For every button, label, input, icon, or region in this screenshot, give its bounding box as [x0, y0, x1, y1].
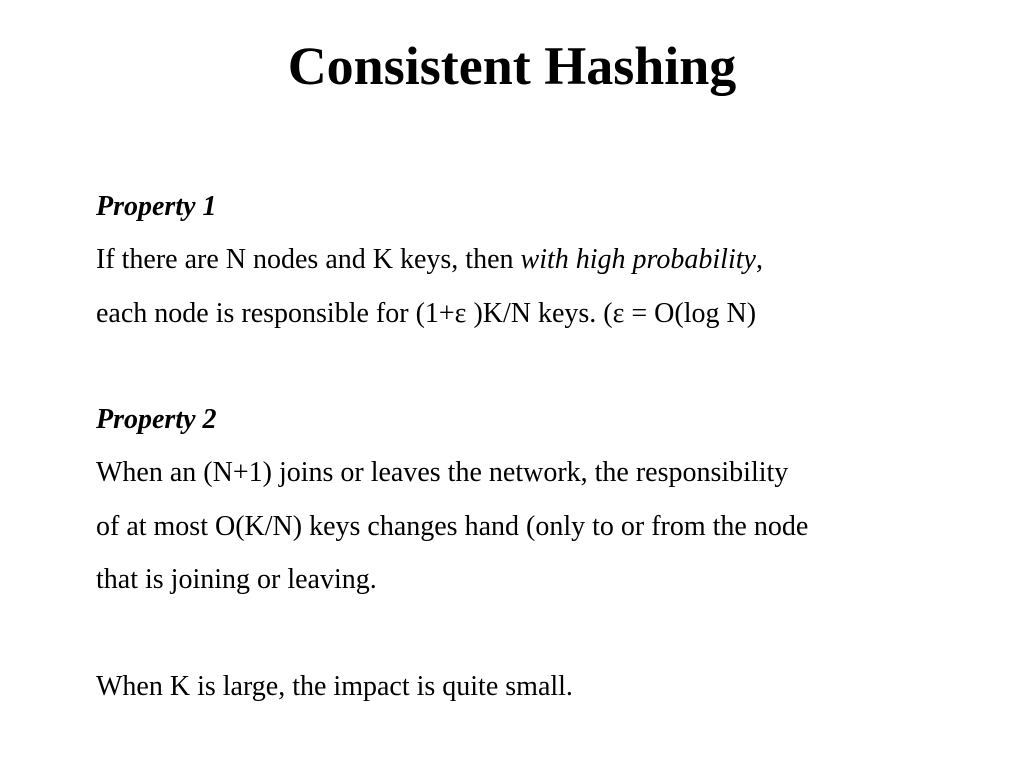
property-1-line-2: each node is responsible for (1+ε )K/N keys. (ε = O(log N) — [96, 297, 757, 329]
property-1-line-1-text: If there are N nodes and K keys, then — [96, 244, 521, 276]
property-1-line-1-comma: , — [755, 244, 763, 276]
property-2-heading: Property 2 — [96, 404, 217, 436]
property-2-line-1: When an (N+1) joins or leaves the network, the responsibility — [96, 457, 789, 489]
spacer — [96, 606, 996, 659]
property-1-line-1 — [96, 233, 996, 286]
property-2-line-3: that is joining or leaving. — [96, 564, 377, 596]
slide-body — [96, 180, 996, 713]
slide-title: Consistent Hashing — [287, 36, 737, 96]
property-1-heading: Property 1 — [96, 191, 217, 222]
property-1-emphasis: with high probability — [520, 244, 756, 276]
conclusion-text: When K is large, the impact is quite small. — [96, 670, 573, 702]
spacer — [96, 340, 996, 393]
property-2-line-2: of at most O(K/N) keys changes hand (only to or from the node — [96, 510, 809, 542]
